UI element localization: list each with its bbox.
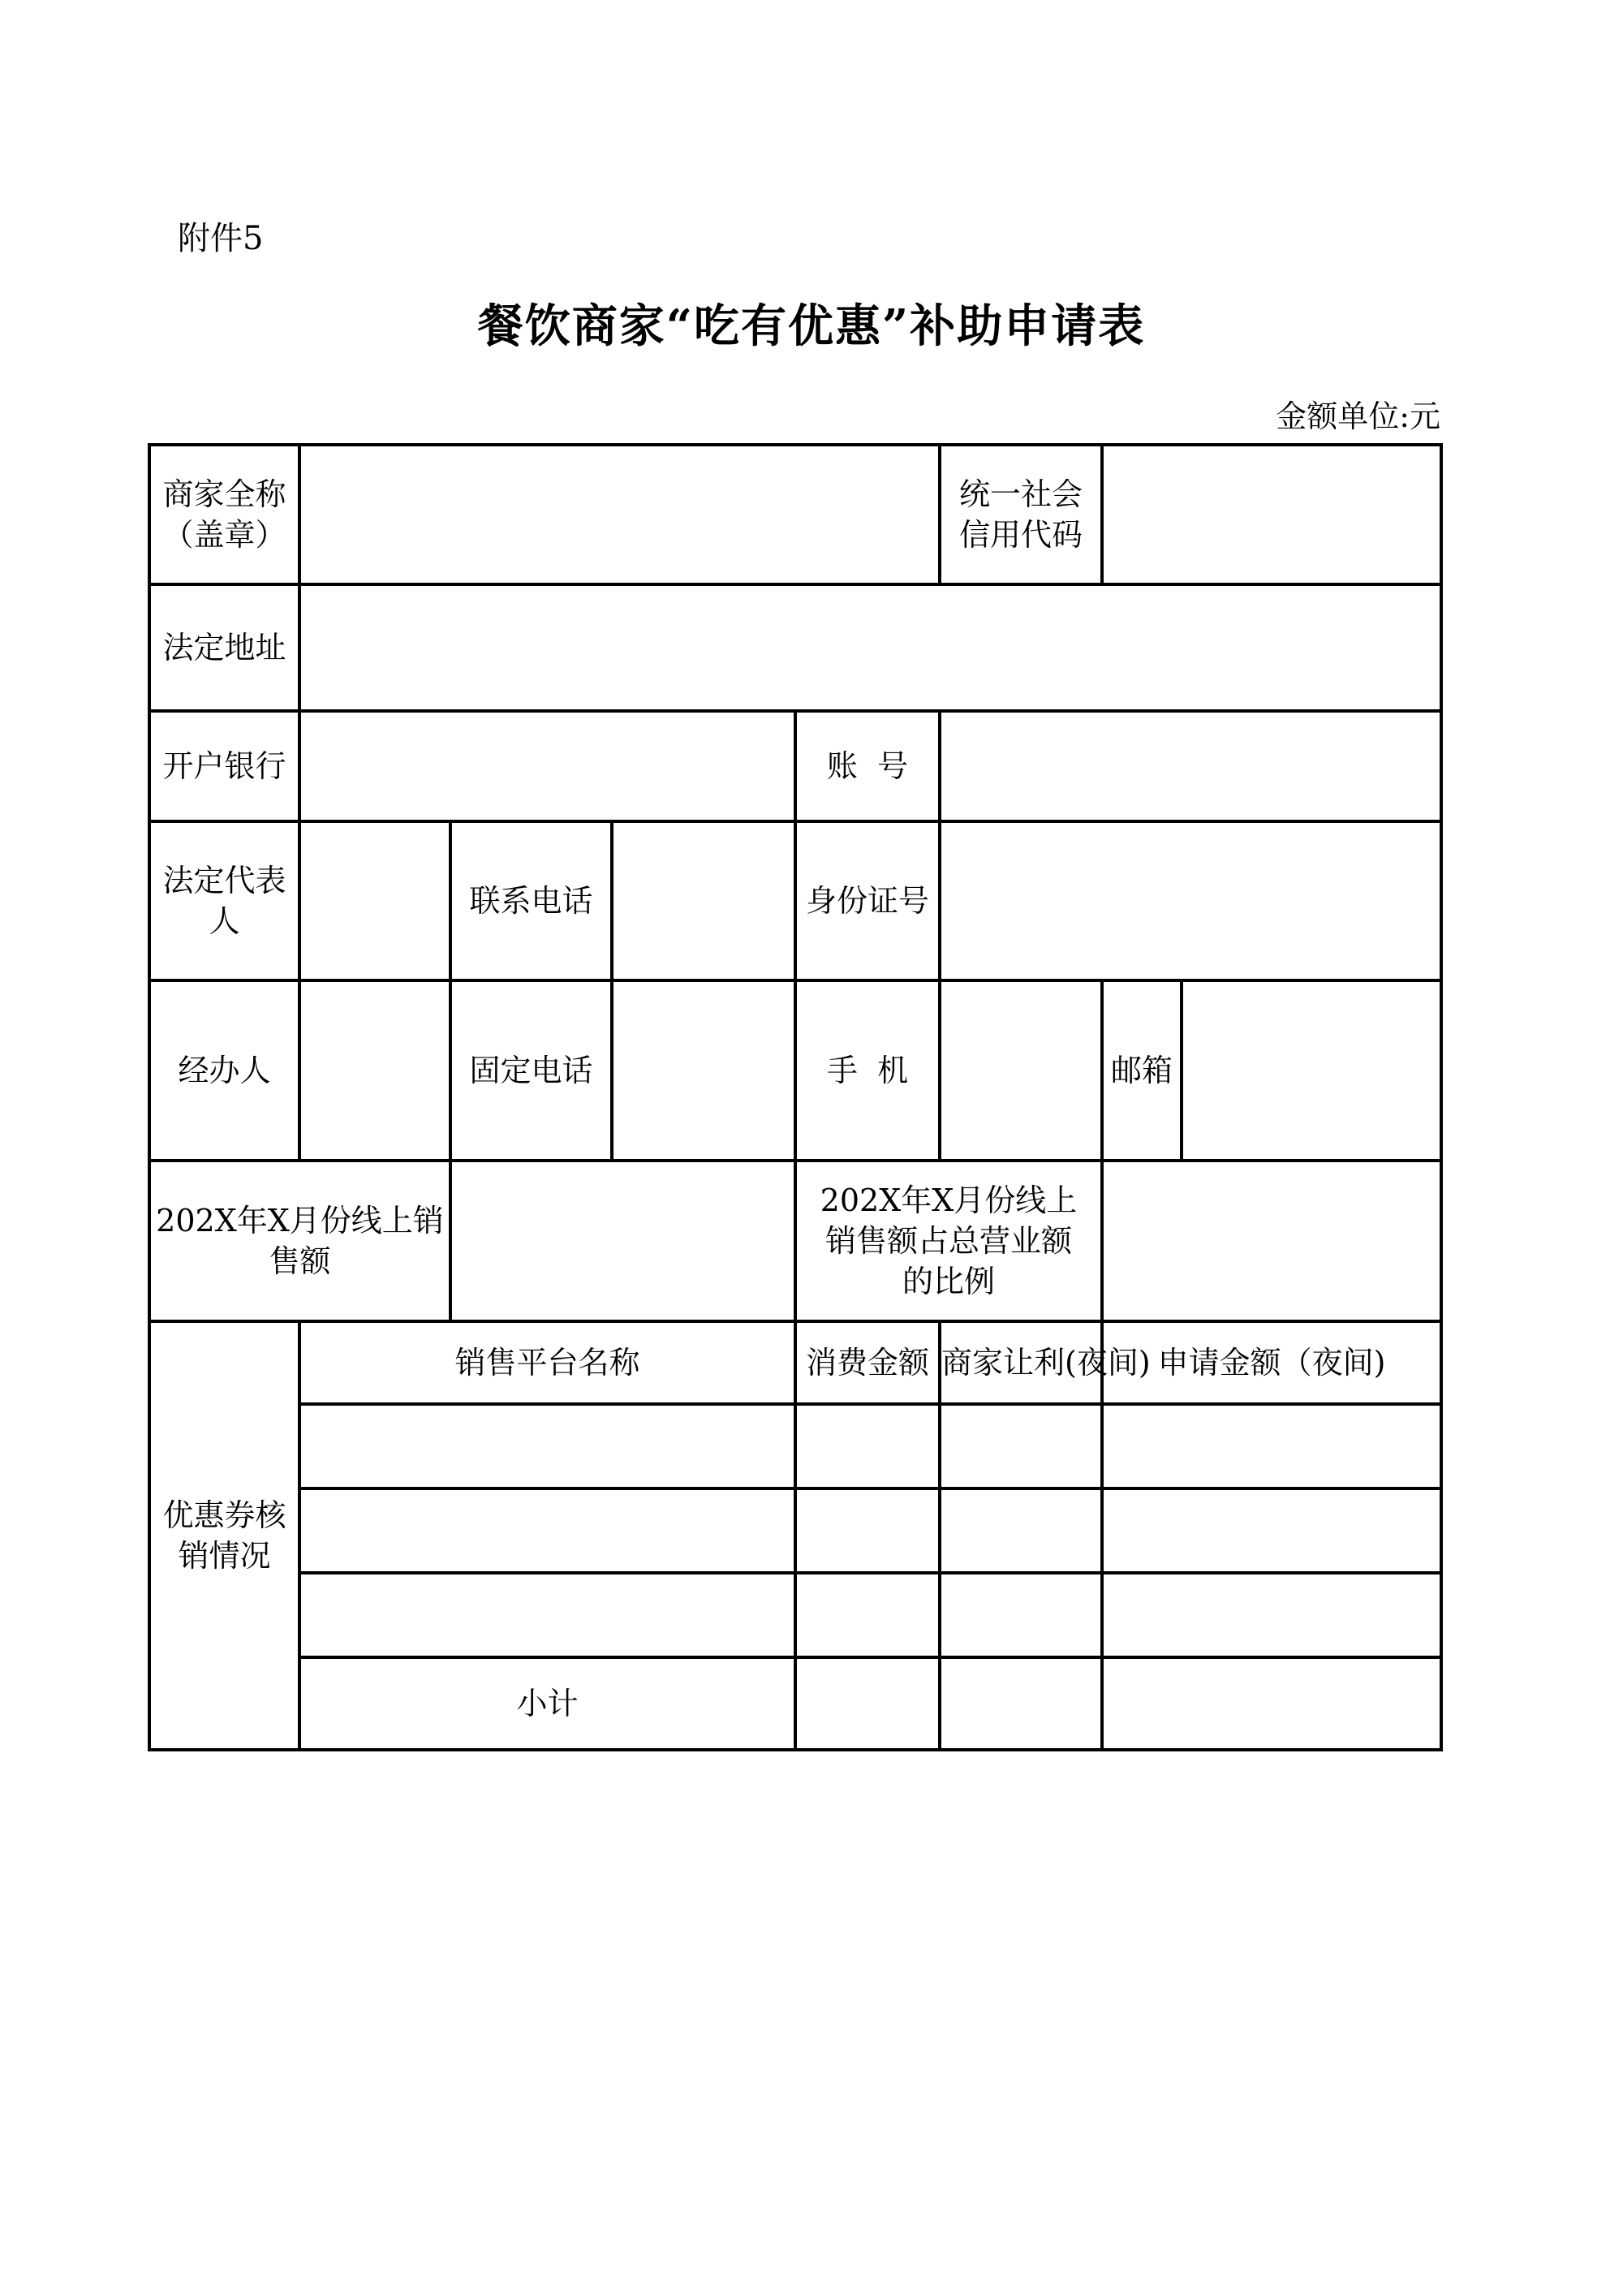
landline-field[interactable] <box>612 980 795 1161</box>
credit-code-label: 统一社会信用代码 <box>940 445 1102 584</box>
bank-field[interactable] <box>299 711 795 821</box>
subtotal-discount-cell[interactable] <box>940 1657 1102 1750</box>
legal-address-label: 法定地址 <box>149 584 299 711</box>
column-header-platform: 销售平台名称 <box>299 1321 795 1404</box>
contact-phone-field[interactable] <box>612 821 795 980</box>
column-header-amount: 消费金额 <box>795 1321 940 1404</box>
legal-rep-label: 法定代表人 <box>149 821 299 980</box>
mobile-label: 手 机 <box>795 980 940 1161</box>
column-header-discount: 商家让利(夜间) <box>940 1321 1102 1404</box>
account-field[interactable] <box>940 711 1441 821</box>
platform-name-cell[interactable] <box>299 1488 795 1573</box>
merchant-name-label: 商家全称（盖章） <box>149 445 299 584</box>
subtotal-label: 小计 <box>299 1657 795 1750</box>
mobile-field[interactable] <box>940 980 1102 1161</box>
contact-phone-label: 联系电话 <box>450 821 612 980</box>
merchant-name-field[interactable] <box>299 445 940 584</box>
merchant-discount-cell[interactable] <box>940 1573 1102 1657</box>
credit-code-field[interactable] <box>1102 445 1441 584</box>
handler-label: 经办人 <box>149 980 299 1161</box>
subtotal-apply-cell[interactable] <box>1102 1657 1441 1750</box>
application-form <box>148 443 1443 1751</box>
form-title: 餐饮商家“吃有优惠”补助申请表 <box>477 299 1146 353</box>
online-sales-label: 202X年X月份线上销售额 <box>149 1161 450 1321</box>
online-ratio-label: 202X年X月份线上销售额占总营业额的比例 <box>795 1161 1102 1321</box>
platform-name-cell[interactable] <box>299 1404 795 1488</box>
id-number-label: 身份证号 <box>795 821 940 980</box>
subtotal-consumption-cell[interactable] <box>795 1657 940 1750</box>
handler-field[interactable] <box>299 980 450 1161</box>
online-sales-field[interactable] <box>450 1161 795 1321</box>
online-ratio-field[interactable] <box>1102 1161 1441 1321</box>
amount-unit: 金额单位:元 <box>1276 398 1440 434</box>
apply-amount-cell[interactable] <box>1102 1404 1441 1488</box>
legal-address-field[interactable] <box>299 584 1441 711</box>
bank-label: 开户银行 <box>149 711 299 821</box>
legal-rep-field[interactable] <box>299 821 450 980</box>
email-label: 邮箱 <box>1102 980 1182 1161</box>
landline-label: 固定电话 <box>450 980 612 1161</box>
email-field[interactable] <box>1182 980 1441 1161</box>
attachment-number: 附件5 <box>178 220 264 257</box>
consumption-amount-cell[interactable] <box>795 1488 940 1573</box>
merchant-discount-cell[interactable] <box>940 1404 1102 1488</box>
account-label: 账 号 <box>795 711 940 821</box>
column-header-apply: 申请金额（夜间) <box>1102 1321 1441 1404</box>
apply-amount-cell[interactable] <box>1102 1488 1441 1573</box>
consumption-amount-cell[interactable] <box>795 1573 940 1657</box>
merchant-discount-cell[interactable] <box>940 1488 1102 1573</box>
consumption-amount-cell[interactable] <box>795 1404 940 1488</box>
id-number-field[interactable] <box>940 821 1441 980</box>
coupon-label: 优惠券核销情况 <box>149 1321 299 1750</box>
apply-amount-cell[interactable] <box>1102 1573 1441 1657</box>
platform-name-cell[interactable] <box>299 1573 795 1657</box>
